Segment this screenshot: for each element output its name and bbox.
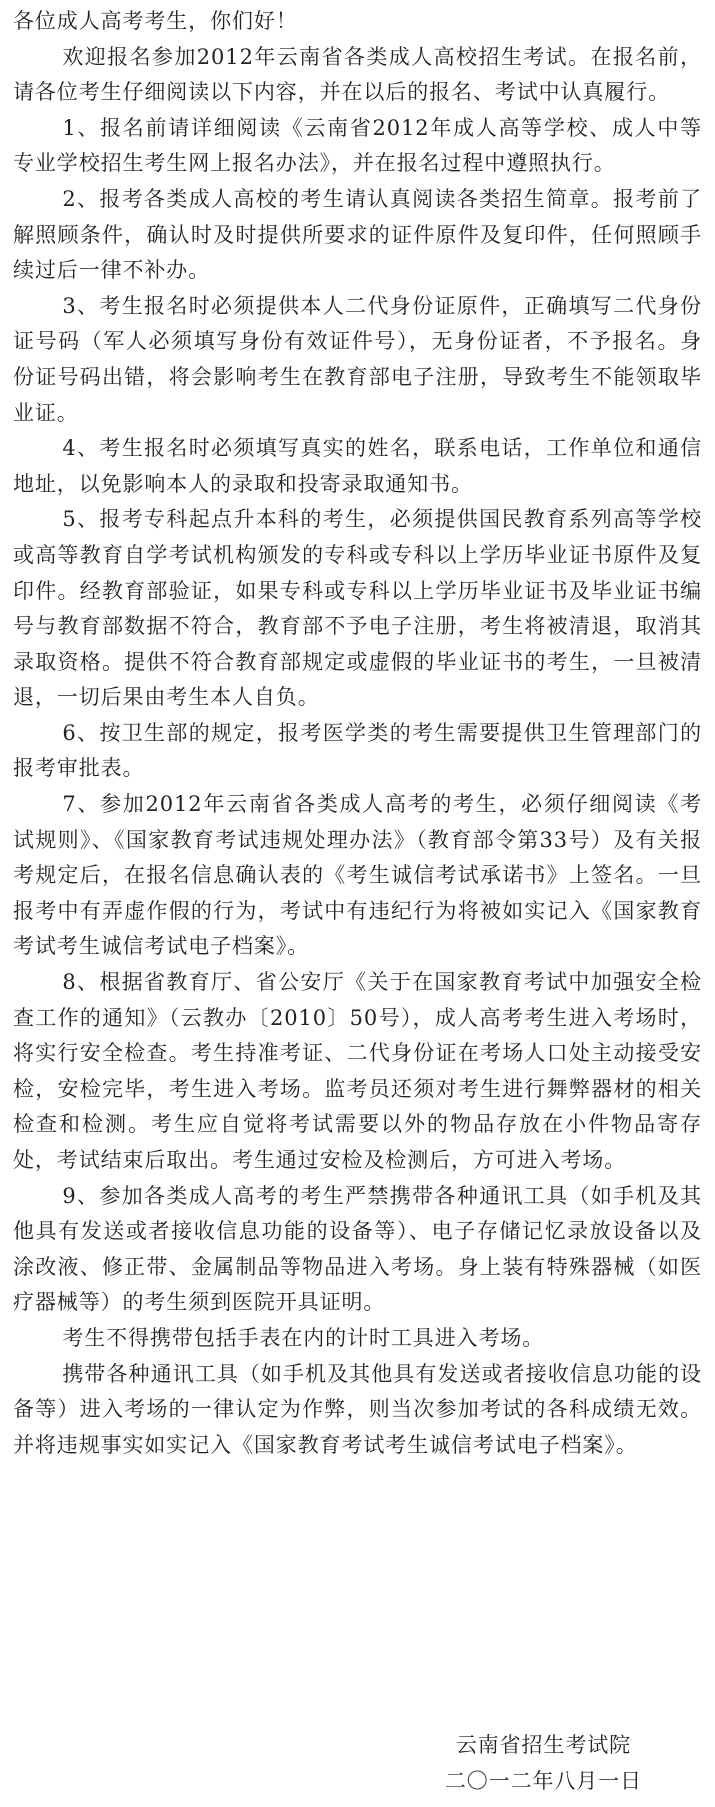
item-4-paragraph: 4、考生报名时必须填写真实的姓名，联系电话，工作单位和通信地址，以免影响本人的录取和投寄录取通知书。	[13, 436, 702, 496]
greeting: 各位成人高考考生，你们好！	[13, 9, 298, 33]
item-2-paragraph: 2、报考各类成人高校的考生请认真阅读各类招生简章。报考前了解照顾条件，确认时及时提供所要求的证件原件及复印件，任何照顾手续过后一律不补办。	[13, 186, 702, 283]
item-5-paragraph: 5、报考专科起点升本科的考生，必须提供国民教育系列高等学校或高等教育自学考试机构颁发的专科或专科以上学历毕业证书原件及复印件。经教育部验证，如果专科或专科以上学历毕业证书及毕业证书编号与教育部数据不符合，教育部不予电子注册，考生将被清退，取消其录取资格。提供不符合教育部规定或虚假的毕业证书的考生，一旦被清退，一切后果由考生本人自负。	[13, 507, 702, 710]
item-3-paragraph: 3、考生报名时必须提供本人二代身份证原件，正确填写二代身份证号码（军人必须填写身份有效证件号），无身份证者，不予报名。身份证号码出错，将会影响考生在教育部电子注册，导致考生不能领取毕业证。	[13, 293, 702, 425]
signature-date: 二〇一二年八月一日	[444, 1768, 642, 1793]
item-9-paragraph: 9、参加各类成人高考的考生严禁携带各种通讯工具（如手机及其他具有发送或者接收信息功能的设备等）、电子存储记忆录放设备以及涂改液、修正带、金属制品等物品进入考场。身上装有特殊器械（如医疗器械等）的考生须到医院开具证明。	[13, 1183, 702, 1315]
signature-block	[445, 1728, 642, 1799]
timing-tools-paragraph: 考生不得携带包括手表在内的计时工具进入考场。	[62, 1325, 545, 1350]
intro-paragraph: 欢迎报名参加2012年云南省各类成人高校招生考试。在报名前，请各位考生仔细阅读以下内容，并在以后的报名、考试中认真履行。	[13, 44, 702, 105]
item-6-paragraph: 6、按卫生部的规定，报考医学类的考生需要提供卫生管理部门的报考审批表。	[13, 720, 702, 781]
cheating-paragraph: 携带各种通讯工具（如手机及其他具有发送或者接收信息功能的设备等）进入考场的一律认定为作弊，则当次参加考试的各科成绩无效。并将违规事实如实记入《国家教育考试考生诚信考试电子档案》。	[13, 1361, 702, 1457]
signature-organization: 云南省招生考试院	[455, 1733, 632, 1757]
item-7-paragraph: 7、参加2012年云南省各类成人高考的考生，必须仔细阅读《考试规则》、《国家教育考试违规处理办法》（教育部令第33号）及有关报考规定后，在报名信息确认表的《考生诚信考试承诺书》上签名。一旦报考中有弄虚作假的行为，考试中有违纪行为将被如实记入《国家教育考试考生诚信考试电子档案》。	[13, 792, 702, 959]
item-8-paragraph: 8、根据省教育厅、省公安厅《关于在国家教育考试中加强安全检查工作的通知》（云教办〔2010〕50号），成人高考考生进入考场时，将实行安全检查。考生持准考证、二代身份证在考场人口处主动接受安检，安检完毕，考生进入考场。监考员还须对考生进行舞弊器材的相关检查和检测。考生应自觉将考试需要以外的物品存放在小件物品寄存处，考试结束后取出。考生通过安检及检测后，方可进入考场。	[13, 970, 702, 1172]
item-1-paragraph: 1、报名前请详细阅读《云南省2012年成人高等学校、成人中等专业学校招生考生网上报名办法》，并在报名过程中遵照执行。	[13, 115, 702, 176]
